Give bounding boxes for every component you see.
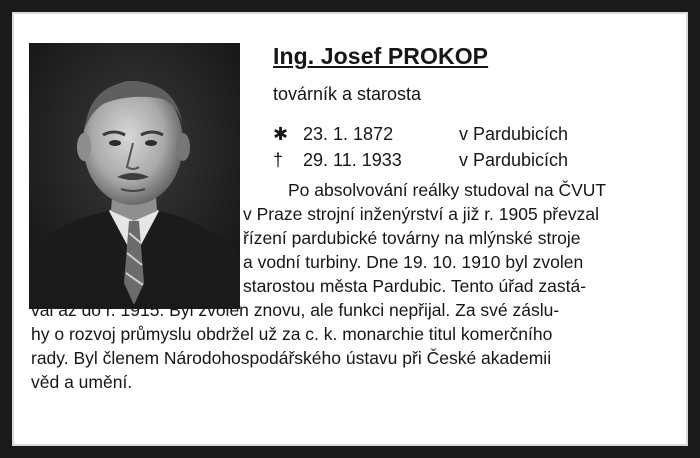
birth-place: v Pardubicích: [459, 124, 569, 144]
bio-line: řízení pardubické továrny na mlýnské stroje: [243, 228, 581, 248]
bio-line: v Praze strojní inženýrství a již r. 1905 převzal: [243, 204, 599, 224]
portrait-photo: [29, 43, 240, 309]
bio-line: hy o rozvoj průmyslu obdržel už za c. k. monarchie titul komerčního: [31, 324, 553, 344]
person-name: Ing. Josef PROKOP: [273, 43, 489, 69]
death-date: 29. 11. 1933: [303, 150, 402, 170]
portrait-illustration: [29, 43, 240, 309]
bio-line: starostou města Pardubic. Tento úřad zastá-: [243, 276, 587, 296]
bio-line: věd a umění.: [31, 372, 133, 392]
bio-line: a vodní turbiny. Dne 19. 10. 1910 byl zvolen: [243, 252, 584, 272]
death-icon: †: [273, 150, 284, 170]
bio-line: val až do r. 1915. Byl zvolen znovu, ale funkci nepřijal. Za své záslu-: [31, 300, 560, 320]
birth-icon: ✱: [273, 124, 289, 144]
birth-date: 23. 1. 1872: [303, 124, 394, 144]
bio-line: rady. Byl členem Národohospodářského ústavu při České akademii: [31, 348, 552, 368]
death-place: v Pardubicích: [459, 150, 569, 170]
person-role: továrník a starosta: [273, 84, 422, 104]
bio-line: Po absolvování reálky studoval na ČVUT: [288, 180, 607, 200]
biography-card: [12, 12, 688, 446]
